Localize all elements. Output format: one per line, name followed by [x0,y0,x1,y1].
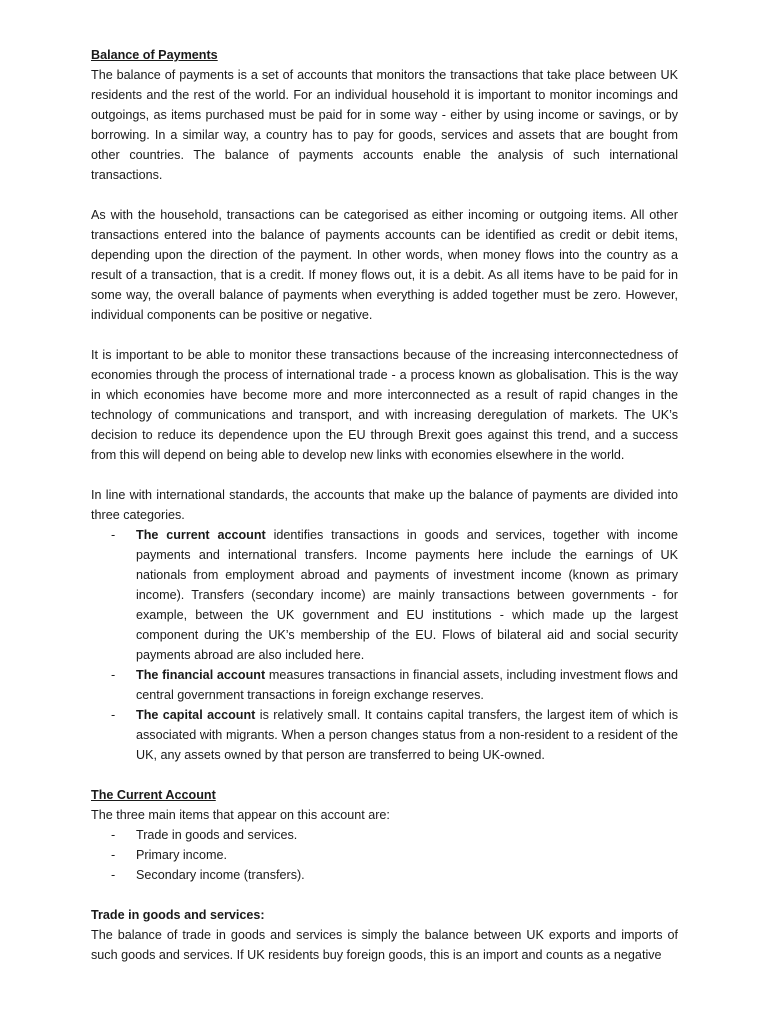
list-item: - Secondary income (transfers). [91,865,678,885]
paragraph-globalisation: It is important to be able to monitor these transactions because of the increasing interconnectedness of economies through the process of international trade - a process known as globalisation. This is the way in which economies have become more and more interconnected as a result of rapid changes in the technology of communications and transport, and with increasing deregulation of markets. The UK’s decision to reduce its dependence upon the EU through Brexit goes against this trend, and a success from this will depend on being able to develop new links with economies elsewhere in the world. [91,348,678,462]
category-text: is relatively small. It contains capital transfers, the largest item of which is associated with migrants. When a person changes status from a non-resident to a resident of the UK, any assets owned by that person are transferred to being UK-owned. [136,708,678,762]
paragraph-credit-debit: As with the household, transactions can be categorised as either incoming or outgoing items. All other transactions entered into the balance of payments accounts can be identified as credit or debit items, depending upon the direction of the payment. In other words, when money flows into the country as a result of a transaction, that is a credit. If money flows out, it is a debit. As all items have to be paid for in some way, the overall balance of payments when everything is added together must be zero. However, individual components can be positive or negative. [91,208,678,322]
category-item [91,665,678,705]
section-heading-trade: Trade in goods and services: [91,908,265,922]
document-page [91,45,678,965]
paragraph-intro: The balance of payments is a set of accounts that monitors the transactions that take place between UK residents and the rest of the world. For an individual household it is important to monitor incomings and outgoings, as items purchased must be paid for in some way - either by using income or savings, or by borrowing. In a similar way, a country has to pay for goods, services and assets that are bought from other countries. The balance of payments accounts enable the analysis of such international transactions. [91,68,678,182]
main-items-list [91,825,678,885]
list-item: - Trade in goods and services. [91,825,678,845]
category-term: The financial account [136,668,266,682]
category-item [91,705,678,765]
category-term: The current account [136,528,266,542]
list-item: - Primary income. [91,845,678,865]
paragraph-categories-intro: In line with international standards, the accounts that make up the balance of payments are divided into three categories. [91,488,678,522]
category-term: The capital account [136,708,256,722]
section-heading-balance-of-payments: Balance of Payments [91,48,218,62]
category-text: identifies transactions in goods and services, together with income payments and international transfers. Income payments here include the earnings of UK nationals from employment abroad and payments of investment income (known as primary income). Transfers (secondary income) are mainly transactions between governments - for example, between the UK government and EU institutions - which made up the largest component during the UK’s membership of the EU. Flows of bilateral aid and social security payments abroad are also included here. [136,528,678,662]
category-text: measures transactions in financial assets, including investment flows and central government transactions in foreign exchange reserves. [136,668,678,702]
paragraph-main-items-intro: The three main items that appear on this account are: [91,808,390,822]
categories-list [91,525,678,765]
category-item [91,525,678,665]
paragraph-trade: The balance of trade in goods and services is simply the balance between UK exports and imports of such goods and services. If UK residents buy foreign goods, this is an import and counts as a negative [91,928,678,962]
section-heading-current-account: The Current Account [91,788,216,802]
